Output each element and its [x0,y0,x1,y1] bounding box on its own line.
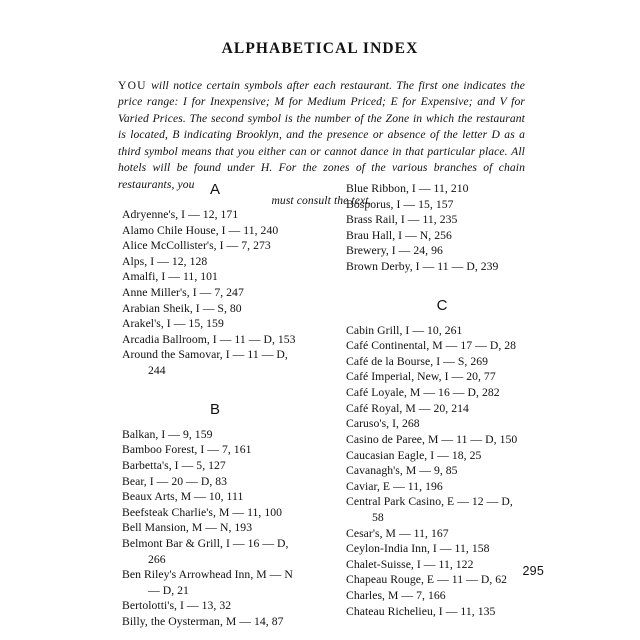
entry-text: Balkan, I — 9, 159 [122,427,213,441]
list-item[interactable] [346,416,544,432]
section-letter-a: A [209,181,220,198]
entry-text: Bamboo Forest, I — 7, 161 [122,443,252,457]
entry-list-a [116,207,314,379]
entry-text: Adryenne's, I — 12, 171 [122,208,239,221]
entry-list-c [340,323,544,620]
entry-text: Caviar, E — 11, 196 [346,479,443,493]
entry-text: Brewery, I — 24, 96 [346,244,443,258]
list-item[interactable] [346,354,544,370]
entry-text: Chapeau Rouge, E — 11 — D, 62 [346,573,508,587]
intro-body-text: will notice certain symbols after each restaurant. The first one indicates the price range: I for Inexpensive; M for Medium Priced; E for Expensive; and V for Varied Prices. The second symbol is the number of the Zone in which the restaurant is located, B indicating Brooklyn, and the presence or absence of the letter D as a third symbol means that you either can or cannot dance in that particular place. All hotels will be found under H. For the zones of the various branches of chain restaurants, you [118,79,525,191]
entry-text: Arakel's, I — 15, 159 [122,317,224,331]
entry-text: Amalfi, I — 11, 101 [122,270,218,284]
entry-text: Brown Derby, I — 11 — D, 239 [346,260,499,274]
entry-text: Blue Ribbon, I — 11, 210 [346,182,469,195]
entry-text: Brass Rail, I — 11, 235 [346,213,458,227]
entry-text: Cesar's, M — 11, 167 [346,526,449,540]
list-item[interactable] [122,505,314,521]
list-item[interactable] [122,269,314,285]
list-item[interactable] [346,181,544,197]
list-item[interactable] [346,588,544,604]
section-letter-b: B [209,400,220,418]
list-item[interactable] [122,347,314,378]
entry-text: Cavanagh's, M — 9, 85 [346,464,458,478]
list-item[interactable] [346,448,544,464]
entry-text: Ben Riley's Arrowhead Inn, M — N [122,568,293,582]
list-item[interactable] [346,479,544,495]
list-item[interactable] [122,614,314,630]
entry-text: Caucasian Eagle, I — 18, 25 [346,448,482,462]
entry-text: Barbetta's, I — 5, 127 [122,458,226,472]
list-item[interactable] [346,432,544,448]
entry-continuation: 244 [148,364,166,378]
entry-text: Alice McCollister's, I — 7, 273 [122,239,271,253]
entry-text: Billy, the Oysterman, M — 14, 87 [122,615,284,629]
list-item[interactable] [122,223,314,239]
entry-continuation: — D, 21 [148,583,189,597]
list-item[interactable] [346,557,544,573]
entry-text: Bertolotti's, I — 13, 32 [122,599,232,613]
entry-text: Beaux Arts, M — 10, 111 [122,490,244,504]
list-item[interactable] [346,197,544,213]
entry-text: Anne Miller's, I — 7, 247 [122,286,244,300]
entry-continuation: 58 [372,510,384,524]
entry-text: Beefsteak Charlie's, M — 11, 100 [122,505,283,519]
entry-text: Bosporus, I — 15, 157 [346,197,454,211]
list-item[interactable] [346,228,544,244]
list-item[interactable] [346,541,544,557]
list-item[interactable] [122,474,314,490]
list-item[interactable] [346,401,544,417]
entry-text: Ceylon-India Inn, I — 11, 158 [346,542,490,556]
entry-text: Central Park Casino, E — 12 — D, [346,495,513,509]
entry-text: Alps, I — 12, 128 [122,254,208,268]
entry-list-b [116,427,314,630]
page-number: 295 [522,564,544,578]
list-item[interactable] [122,442,314,458]
entry-text: Around the Samovar, I — 11 — D, [122,348,288,362]
entry-text: Café de la Bourse, I — S, 269 [346,354,488,368]
list-item[interactable] [346,526,544,542]
list-item[interactable] [122,567,314,598]
list-item[interactable] [346,494,544,525]
intro-lead-word: YOU [118,79,147,92]
entry-list-b-continued [340,181,544,275]
entry-text: Café Continental, M — 17 — D, 28 [346,339,517,353]
entry-text: Bear, I — 20 — D, 83 [122,474,228,488]
list-item[interactable] [122,458,314,474]
list-item[interactable] [122,598,314,614]
entry-text: Café Imperial, New, I — 20, 77 [346,370,496,384]
list-item[interactable] [122,316,314,332]
list-item[interactable] [346,572,544,588]
entry-text: Alamo Chile House, I — 11, 240 [122,223,279,237]
list-item[interactable] [346,323,544,339]
entry-text: Arabian Sheik, I — S, 80 [122,301,242,315]
intro-last-line: must consult the text. [271,194,372,208]
list-item[interactable] [122,238,314,254]
entry-text: Belmont Bar & Grill, I — 16 — D, [122,536,289,550]
entry-text: Bell Mansion, M — N, 193 [122,521,253,535]
entry-text: Casino de Paree, M — 11 — D, 150 [346,432,518,446]
index-columns [0,181,640,630]
list-item[interactable] [346,212,544,228]
entry-text: Brau Hall, I — N, 256 [346,228,452,242]
entry-text: Cabin Grill, I — 10, 261 [346,323,463,337]
entry-text: Chalet-Suisse, I — 11, 122 [346,557,474,571]
list-item[interactable] [122,427,314,443]
entry-text: Arcadia Ballroom, I — 11 — D, 153 [122,332,296,346]
list-item[interactable] [122,332,314,348]
list-item[interactable] [346,259,544,275]
entry-text: Charles, M — 7, 166 [346,589,446,603]
page-title: ALPHABETICAL INDEX [221,40,419,57]
section-letter-c: C [436,296,448,314]
list-item[interactable] [122,301,314,317]
entry-text: Caruso's, I, 268 [346,417,420,431]
left-column [116,181,330,630]
list-item[interactable] [346,243,544,259]
list-item[interactable] [346,369,544,385]
list-item[interactable] [346,338,544,354]
list-item[interactable] [122,254,314,270]
list-item[interactable] [122,207,314,223]
list-item[interactable] [122,285,314,301]
list-item[interactable] [122,520,314,536]
list-item[interactable] [346,385,544,401]
list-item[interactable] [122,489,314,505]
entry-continuation: 266 [148,552,166,566]
list-item[interactable] [122,536,314,567]
entry-text: Café Royal, M — 20, 214 [346,401,469,415]
entry-text: Café Loyale, M — 16 — D, 282 [346,386,500,400]
right-column [330,181,544,630]
list-item[interactable] [346,604,544,620]
list-item[interactable] [346,463,544,479]
entry-text: Chateau Richelieu, I — 11, 135 [346,604,496,618]
